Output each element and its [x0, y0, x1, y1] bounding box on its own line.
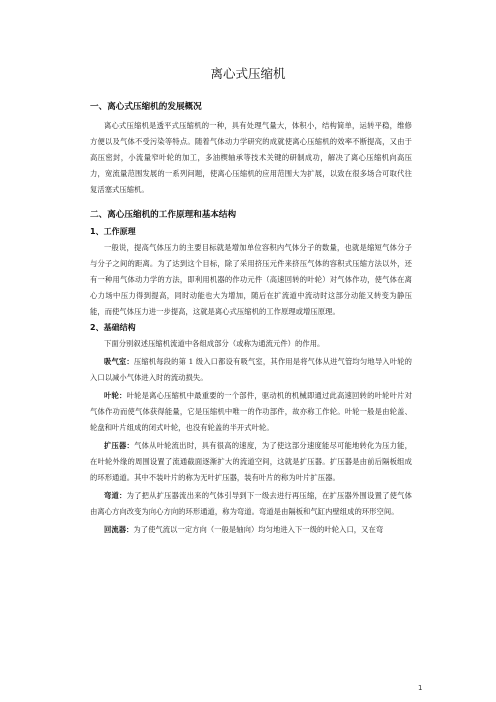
document-title: 离心式压缩机	[210, 66, 286, 81]
item-suction-chamber	[90, 354, 412, 386]
term-return-channel: 回流器：	[104, 525, 134, 534]
section-1-paragraph: 离心式压缩机是透平式压缩机的一种，具有处理气量大，体积小，结构简单，运转平稳，维修方便以及气体不受污染等特点。随着气体动力学研究的成就使离心压缩机的效率不断提高，又由于高压密封，小流量窄叶轮的加工，多油楔轴承等技术关键的研制成功，解决了离心压缩机向高压力，宽流量范围发展的一系列问题，使离心压缩机的应用范围大为扩展，以致在很多场合可取代往复活塞式压缩机。	[90, 121, 412, 194]
text-bend: 为了把从扩压器流出来的气体引导到下一级去进行再压缩，在扩压器外围设置了使气体由离心方向改变为向心方向的环形通道，称为弯道。弯道是由隔板和气缸内壁组成的环形空间。	[90, 491, 412, 516]
principle-paragraph: 一般说，提高气体压力的主要目标就是增加单位容积内气体分子的数量，也就是缩短气体分子与分子之间的距离。为了达到这个目标，除了采用挤压元件来挤压气体的容积式压缩方法以外，还有一种用气体动力学的方法，即利用机器的作功元件（高速回转的叶轮）对气体作功，使气体在离心力场中压力得到提高，同时动能也大为增加，随后在扩流道中流动时这部分动能又转变为静压能，而使气体压力进一步提高，这就是离心式压缩机的工作原理或增压原理。	[90, 243, 412, 316]
term-bend: 弯道：	[104, 491, 127, 500]
text-suction-chamber: 压缩机每段的第 1 级入口都设有吸气室，其作用是将气体从进气管均匀地导入叶轮的入口以减小气体进入时的流动损失。	[90, 357, 413, 382]
subsection-heading-structure: 2、基础结构	[90, 323, 136, 332]
item-return-channel	[90, 522, 412, 538]
item-impeller	[90, 388, 412, 436]
page-number: 1	[418, 684, 423, 692]
text-return-channel: 为了使气流以一定方向（一般是轴向）均匀地进入下一级的叶轮入口，又在弯	[133, 525, 384, 534]
text-diffuser: 气体从叶轮流出时，具有很高的速度，为了使这部分速度能尽可能地转化为压力能，在叶轮外缘的周围设置了流通截面逐渐扩大的流道空间，这就是扩压器。扩压器是由前后隔板组成的环形通道。其中不装叶片的称为无叶扩压器，装有叶片的称为叶片扩压器。	[90, 441, 412, 482]
item-bend	[90, 488, 412, 520]
document-body	[90, 100, 412, 540]
subsection-heading-principle: 1、工作原理	[90, 227, 136, 236]
item-diffuser	[90, 438, 412, 486]
section-heading-2: 二、离心压缩机的工作原理和基本结构	[90, 210, 237, 220]
term-suction-chamber: 吸气室：	[104, 357, 134, 366]
text-impeller: 叶轮是离心压缩机中最重要的一个部件，驱动机的机械即通过此高速回转的叶轮叶片对气体作功而使气体获得能量，它是压缩机中唯一的作功部件，故亦称工作轮。叶轮一般是由轮盖、轮盘和叶片组成的闭式叶轮，也没有轮盖的半开式叶轮。	[90, 391, 412, 432]
section-heading-1: 一、离心式压缩机的发展概况	[90, 102, 202, 112]
structure-intro: 下面分别叙述压缩机流道中各组成部分（或称为通流元件）的作用。	[104, 339, 325, 348]
term-impeller: 叶轮：	[104, 391, 127, 400]
term-diffuser: 扩压器：	[104, 441, 135, 450]
